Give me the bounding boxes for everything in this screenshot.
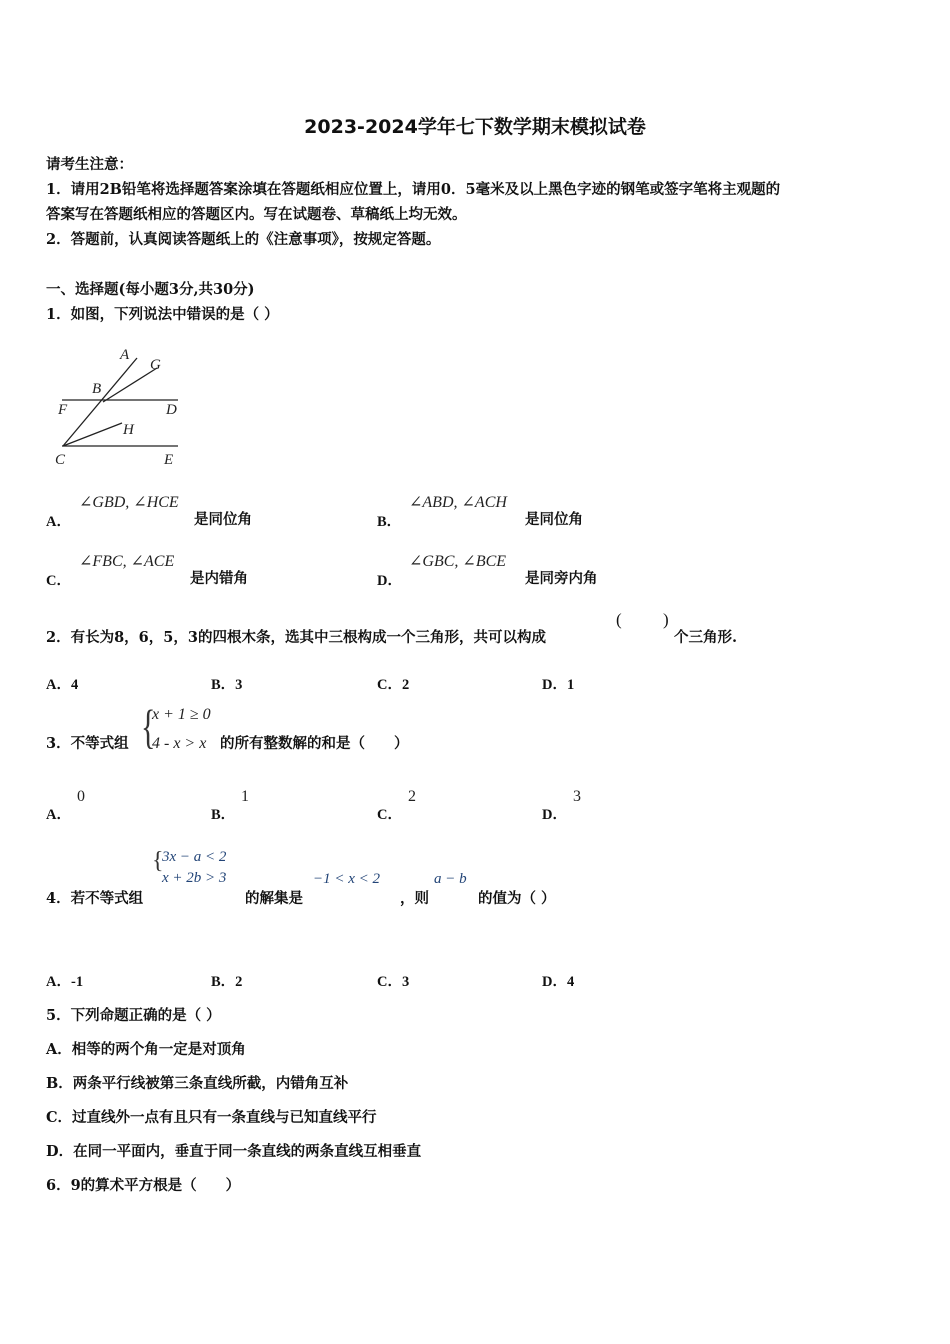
q4-option-d: D．4 [542,974,575,990]
q2-option-b: B．3 [211,677,243,693]
q3-option-b-value: 1 [241,788,249,805]
q1-option-d-letter: D． [377,573,402,589]
line-bg [103,368,157,402]
q4-option-a: A．-1 [46,974,84,990]
q1-option-c-letter: C． [46,573,71,589]
q1-option-a-text: 是同位角 [194,511,252,528]
q3-option-c-value: 2 [408,788,416,805]
q4-option-b: B．2 [211,974,243,990]
q1-option-c-math: ∠FBC, ∠ACE [79,553,175,570]
q1-option-d-math: ∠GBC, ∠BCE [409,553,507,570]
q3-stem-a: 3．不等式组 [46,735,129,752]
notice-heading: 请考生注意： [46,156,133,173]
notice-line-1: 1．请用2B铅笔将选择题答案涂填在答题纸相应位置上，请用0．5毫米及以上黑色字迹的钢笔或签字笔将主观题的 [46,181,781,198]
q1-stem: 1．如图，下列说法中错误的是（ ） [46,306,279,323]
q4-stem-b: 的解集是 [245,890,303,907]
q3-inequality-2: 4 - x > x [152,735,207,752]
q3-option-c-letter: C． [377,807,402,823]
q2-option-a: A．4 [46,677,79,693]
q1-geometry-figure [50,345,190,470]
q1-option-b-letter: B． [377,514,402,530]
q2-option-c: C．2 [377,677,410,693]
label-h: H [123,422,134,438]
q1-option-a-math: ∠GBD, ∠HCE [79,494,179,511]
q5-stem: 5．下列命题正确的是（ ） [46,1007,221,1024]
q3-option-a-letter: A． [46,807,71,823]
label-g: G [150,357,161,373]
q1-option-a-letter: A． [46,514,71,530]
q4-stem-a: 4．若不等式组 [46,890,144,907]
q2-option-d: D．1 [542,677,575,693]
q1-option-d-text: 是同旁内角 [525,570,598,587]
label-a: A [120,347,130,363]
q1-option-b-text: 是同位角 [525,511,583,528]
q1-option-c-text: 是内错角 [190,570,248,587]
q3-option-b-letter: B． [211,807,236,823]
q3-option-a-value: 0 [77,788,85,805]
q2-stem-a: 2．有长为8，6，5，3的四根木条，选其中三根构成一个三角形，共可以构成 [46,629,546,646]
q5-option-c: C．过直线外一点有且只有一条直线与已知直线平行 [46,1109,377,1126]
q5-option-b: B．两条平行线被第三条直线所截，内错角互补 [46,1075,349,1092]
q5-option-d: D．在同一平面内，垂直于同一条直线的两条直线互相垂直 [46,1143,422,1160]
notice-line-3: 2．答题前，认真阅读答题纸上的《注意事项》，按规定答题。 [46,231,441,248]
q4-stem-c: ，则 [400,890,429,907]
q3-option-d-letter: D． [542,807,567,823]
q5-option-a: A．相等的两个角一定是对顶角 [46,1041,246,1058]
q3-option-d-value: 3 [573,788,581,805]
notice-line-2: 答案写在答题纸相应的答题区内。写在试题卷、草稿纸上均无效。 [46,206,467,223]
q4-inequality-1: 3x − a < 2 [162,849,227,865]
label-d: D [166,402,177,418]
q1-option-b-math: ∠ABD, ∠ACH [409,494,507,511]
label-f: F [58,402,68,418]
q4-expression: a − b [434,871,467,887]
q2-paren-left: ( [616,610,622,629]
label-c: C [55,452,66,468]
q6-stem: 6．9的算术平方根是（ ） [46,1177,241,1194]
q4-brace: { [152,848,164,874]
q3-inequality-1: x + 1 ≥ 0 [152,706,211,723]
section-heading: 一、选择题(每小题3分,共30分) [46,281,255,298]
q4-inequality-2: x + 2b > 3 [162,870,227,886]
page-title: 2023-2024学年七下数学期末模拟试卷 [304,116,646,138]
q4-stem-d: 的值为（ ） [478,890,556,907]
label-b: B [92,381,102,397]
q3-stem-b: 的所有整数解的和是（ ） [220,735,409,752]
q4-solution: −1 < x < 2 [313,871,381,887]
q3-brace: { [141,701,156,754]
q4-option-c: C．3 [377,974,410,990]
q2-stem-b: 个三角形. [674,629,738,646]
label-e: E [164,452,174,468]
q2-paren-right: ) [663,610,669,629]
